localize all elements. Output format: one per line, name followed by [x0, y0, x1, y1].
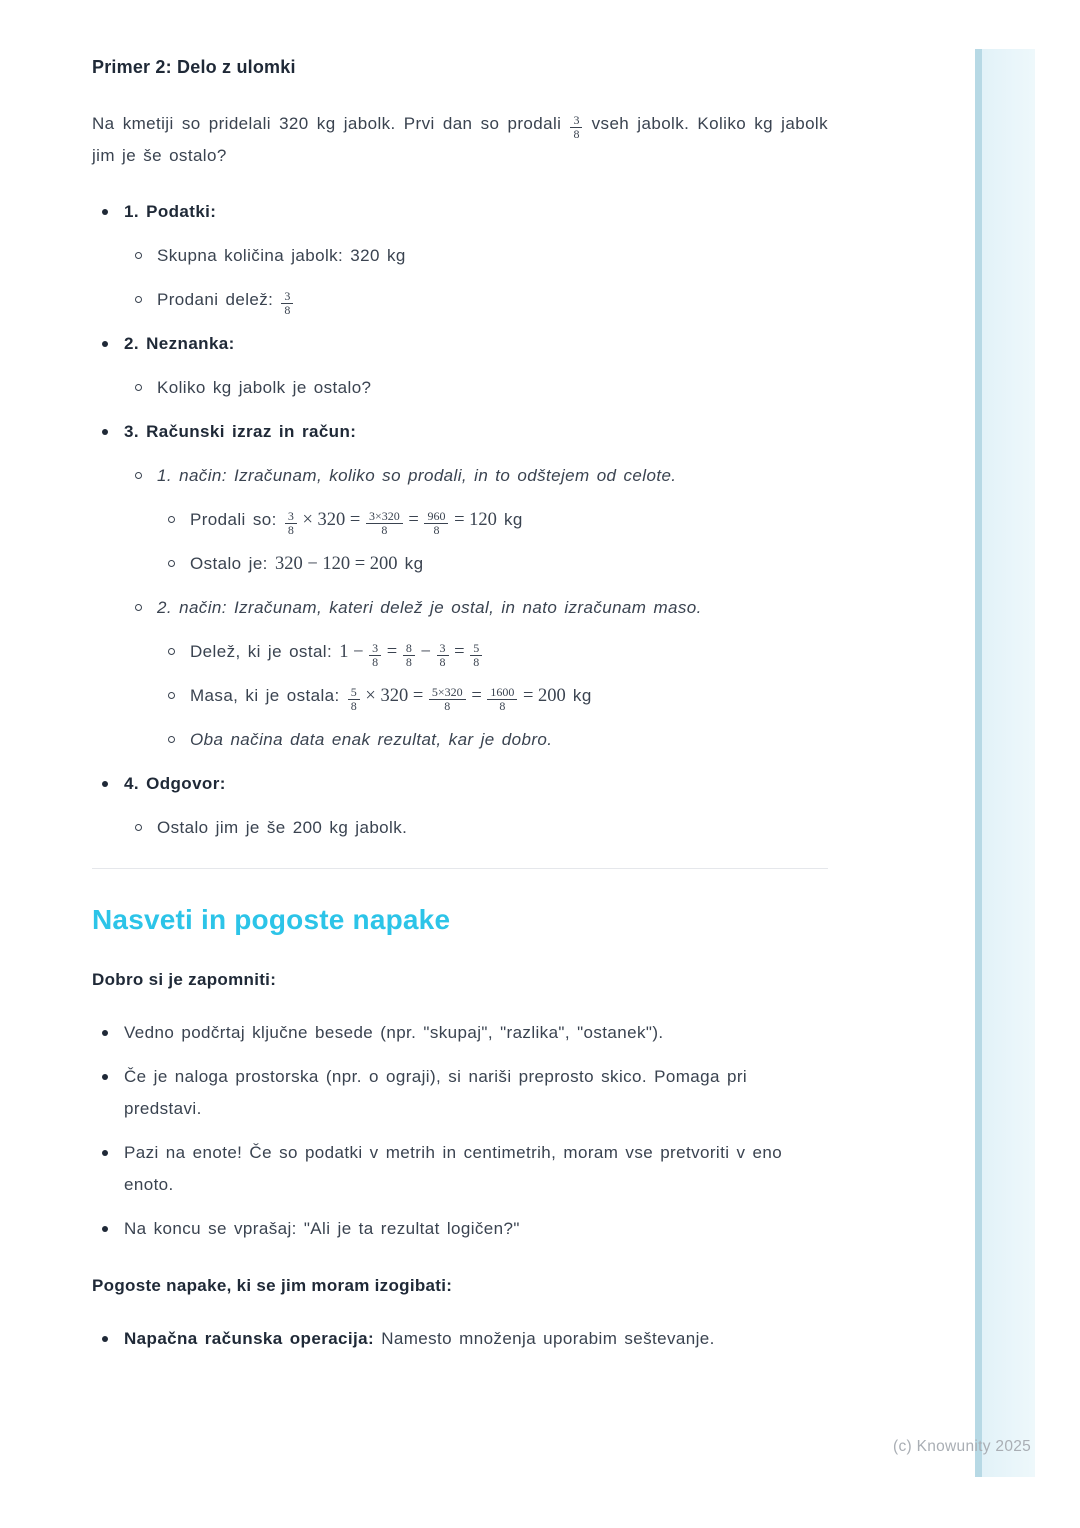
fraction-denominator: 8 [405, 654, 412, 669]
list-item [125, 372, 828, 404]
math-text: = [466, 686, 487, 707]
outline-list [92, 196, 828, 844]
list-item [125, 460, 828, 492]
text-run: 2. način: Izračunam, kateri delež je ostal, in nato izračunam maso. [157, 598, 702, 618]
list-item [158, 680, 828, 712]
text-run: Prodali so: [190, 510, 284, 530]
list-item [92, 416, 828, 448]
math-text: × 320 = [360, 686, 428, 707]
fraction [348, 686, 360, 712]
text-run: Ostalo je: [190, 554, 275, 574]
fraction-numerator: 960 [427, 509, 446, 524]
bullet-disc-marker [102, 1336, 108, 1342]
fraction-denominator: 8 [499, 698, 506, 713]
outline-list [92, 1017, 828, 1245]
text-run: Na kmetiji so pridelali 320 kg jabolk. Prvi dan so prodali [92, 114, 570, 133]
outline-list [92, 1323, 828, 1355]
text-run: 4. Odgovor: [124, 774, 226, 794]
fraction [470, 642, 482, 668]
fraction-numerator: 1600 [490, 685, 515, 700]
text-run: 1. način: Izračunam, koliko so prodali, in to odštejem od celote. [157, 466, 677, 486]
math-text: = [382, 642, 402, 663]
bullet-circle-marker [135, 472, 142, 479]
list-item [158, 504, 828, 536]
fraction-numerator: 5 [350, 685, 357, 700]
text-run: 3. Računski izraz in račun: [124, 422, 357, 442]
list-item [158, 636, 828, 668]
fraction-denominator: 8 [573, 126, 580, 141]
fraction [424, 510, 448, 536]
fraction-numerator: 5 [473, 641, 480, 656]
section-heading: Nasveti in pogoste napake [92, 904, 451, 936]
list-item [158, 724, 828, 756]
math-text: = 120 [449, 510, 497, 531]
document-body [92, 0, 828, 1367]
list-item [92, 196, 828, 228]
fraction [285, 510, 297, 536]
text-run: Koliko kg jabolk je ostalo? [157, 378, 372, 398]
list-item [92, 1017, 828, 1049]
bullet-disc-marker [102, 1150, 108, 1156]
bullet-circle-marker [135, 252, 142, 259]
list-item [125, 240, 828, 272]
subheading: Pogoste napake, ki se jim moram izogibati: [92, 1276, 453, 1296]
fraction-numerator: 3 [287, 509, 294, 524]
list-item [92, 1213, 828, 1245]
text-run: Prodani delež: [157, 290, 281, 310]
intro-paragraph [92, 108, 828, 172]
bullet-circle-marker [135, 604, 142, 611]
text-run: 2. Neznanka: [124, 334, 235, 354]
subheading: Dobro si je zapomniti: [92, 970, 277, 990]
fraction-denominator: 8 [439, 654, 446, 669]
text-run: vseh jabolk. Koliko kg jabolk jim je še ostalo? [92, 114, 828, 166]
math-text: = [449, 642, 470, 663]
list-item [92, 1323, 828, 1355]
fraction-numerator: 3 [573, 112, 580, 127]
fraction-denominator: 8 [350, 698, 357, 713]
text-run: kg [397, 554, 424, 574]
fraction-denominator: 8 [444, 698, 451, 713]
bullet-circle-marker [168, 648, 175, 655]
list-item [125, 284, 828, 316]
list-item [125, 812, 828, 844]
fraction [403, 642, 415, 668]
fraction-denominator: 8 [473, 654, 480, 669]
text-run: Vedno podčrtaj ključne besede (npr. "skupaj", "razlika", "ostanek"). [124, 1023, 664, 1043]
bullet-circle-marker [168, 736, 175, 743]
fraction-numerator: 3 [439, 641, 446, 656]
fraction-numerator: 3 [372, 641, 379, 656]
text-run: kg [496, 510, 523, 530]
fraction [429, 686, 466, 712]
bullet-disc-marker [102, 1074, 108, 1080]
bullet-circle-marker [168, 516, 175, 523]
fraction-denominator: 8 [381, 522, 388, 537]
fraction-numerator: 5×320 [431, 685, 463, 700]
text-run: Pazi na enote! Če so podatki v metrih in centimetrih, moram vse pretvoriti v eno enoto. [124, 1143, 783, 1195]
fraction [570, 114, 582, 140]
page-title: Primer 2: Delo z ulomki [92, 57, 296, 77]
list-item [92, 768, 828, 800]
text-run: Masa, ki je ostala: [190, 686, 347, 706]
text-run: kg [565, 686, 592, 706]
text-run: Namesto množenja uporabim seštevanje. [374, 1329, 715, 1349]
fraction-denominator: 8 [284, 302, 291, 317]
bullet-circle-marker [168, 560, 175, 567]
fraction-denominator: 8 [287, 522, 294, 537]
fraction [437, 642, 449, 668]
bullet-circle-marker [135, 296, 142, 303]
text-run: 1. Podatki: [124, 202, 217, 222]
fraction-numerator: 3×320 [368, 509, 400, 524]
fraction-denominator: 8 [433, 522, 440, 537]
math-text: × 320 = [297, 510, 365, 531]
fraction-denominator: 8 [372, 654, 379, 669]
bullet-disc-marker [102, 1226, 108, 1232]
section-divider [92, 868, 828, 869]
bullet-circle-marker [135, 824, 142, 831]
text-run: Na koncu se vprašaj: "Ali je ta rezultat logičen?" [124, 1219, 520, 1239]
fraction [281, 290, 293, 316]
fraction-numerator: 8 [405, 641, 412, 656]
fraction [366, 510, 403, 536]
fraction-numerator: 3 [284, 289, 291, 303]
bullet-disc-marker [102, 341, 108, 347]
math-text: = [403, 510, 424, 531]
list-item [92, 1137, 828, 1201]
fraction [487, 686, 517, 712]
math-text: 1 − [339, 642, 369, 663]
list-item [92, 328, 828, 360]
text-run: Delež, ki je ostal: [190, 642, 340, 662]
bullet-disc-marker [102, 1030, 108, 1036]
bold-lead-text: Napačna računska operacija: [124, 1329, 375, 1349]
text-run: Skupna količina jabolk: 320 kg [157, 246, 406, 266]
list-item [125, 592, 828, 624]
math-text: 320 − 120 = 200 [274, 554, 398, 575]
math-text: − [415, 642, 436, 663]
fraction [369, 642, 381, 668]
page-edge-stripe [975, 49, 1035, 1477]
bullet-disc-marker [102, 429, 108, 435]
math-text: = 200 [518, 686, 566, 707]
bullet-disc-marker [102, 209, 108, 215]
bullet-circle-marker [168, 692, 175, 699]
text-run: Ostalo jim je še 200 kg jabolk. [157, 818, 408, 838]
bullet-disc-marker [102, 781, 108, 787]
bullet-circle-marker [135, 384, 142, 391]
list-item [92, 1061, 828, 1125]
text-run: Oba načina data enak rezultat, kar je dobro. [190, 730, 553, 750]
list-item [158, 548, 828, 580]
watermark: (c) Knowunity 2025 [893, 1438, 1032, 1455]
text-run: Če je naloga prostorska (npr. o ograji), si nariši preprosto skico. Pomaga pri predstavi. [124, 1067, 748, 1119]
